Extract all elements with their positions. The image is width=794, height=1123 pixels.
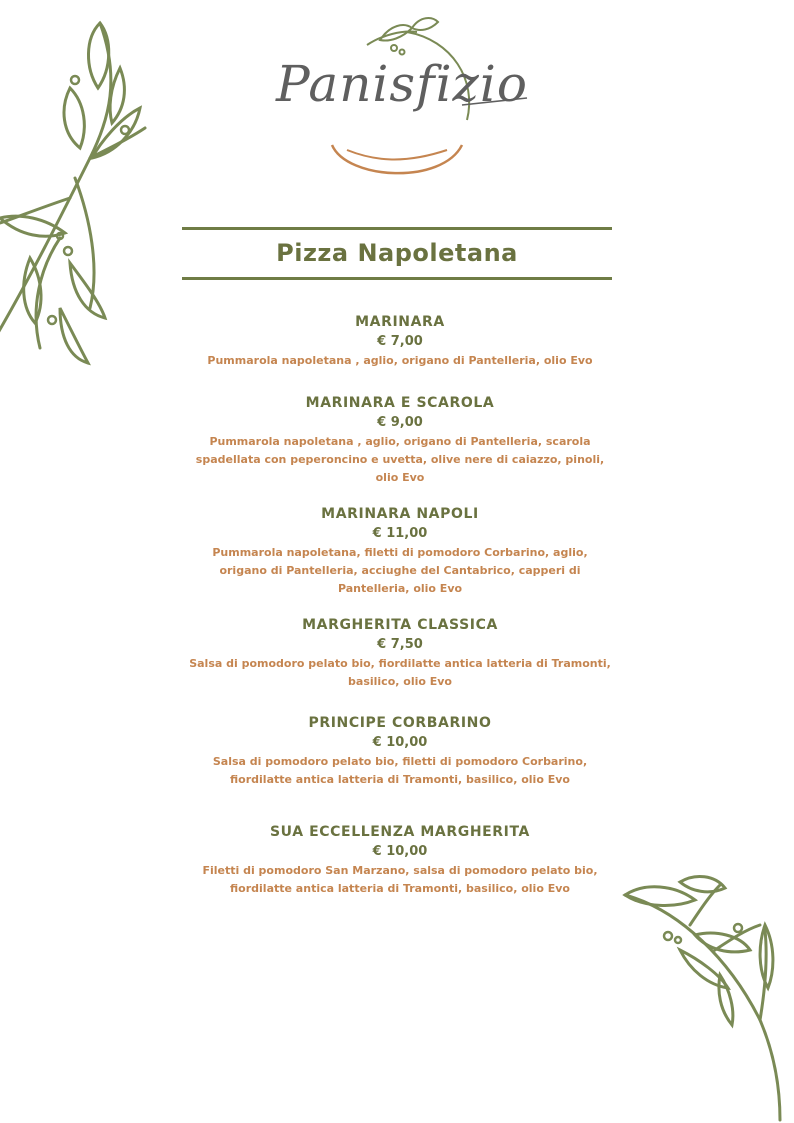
item-description: Pummarola napoletana , aglio, origano di Pantelleria, scarola spadellata con peperoncino e uvetta, olive nere di caiazzo, pinoli, olio Evo bbox=[195, 435, 605, 484]
section-title: Pizza Napoletana bbox=[276, 239, 518, 267]
item-description: Pummarola napoletana , aglio, origano di Pantelleria, olio Evo bbox=[207, 354, 593, 367]
section-rule-bottom bbox=[182, 277, 612, 280]
olive-branch-bottom-right bbox=[620, 870, 794, 1123]
item-price: € 7,50 bbox=[377, 637, 423, 652]
item-description: Pummarola napoletana, filetti di pomodoro Corbarino, aglio, origano di Pantelleria, acciughe del Cantabrico, capperi di Pantelleria, olio Evo bbox=[212, 546, 588, 595]
brand-logo bbox=[262, 10, 537, 190]
menu-item bbox=[180, 822, 620, 898]
item-name: SUA ECCELLENZA MARGHERITA bbox=[270, 824, 530, 840]
item-name: MARGHERITA CLASSICA bbox=[302, 617, 498, 633]
item-price: € 10,00 bbox=[372, 844, 428, 859]
menu-item bbox=[180, 713, 620, 789]
menu-item bbox=[180, 504, 620, 598]
item-description: Filetti di pomodoro San Marzano, salsa di pomodoro pelato bio, fiordilatte antica latteria di Tramonti, basilico, olio Evo bbox=[202, 864, 598, 895]
item-price: € 10,00 bbox=[372, 735, 428, 750]
olive-branch-top-left bbox=[0, 8, 150, 368]
menu-item bbox=[180, 615, 620, 691]
item-price: € 7,00 bbox=[377, 334, 423, 349]
item-price: € 11,00 bbox=[372, 526, 428, 541]
item-description: Salsa di pomodoro pelato bio, filetti di pomodoro Corbarino, fiordilatte antica latteria di Tramonti, basilico, olio Evo bbox=[212, 755, 588, 786]
item-name: MARINARA bbox=[355, 314, 445, 330]
logo-wordmark: Panisfizio bbox=[276, 55, 528, 113]
section-rule-top bbox=[182, 227, 612, 230]
item-name: MARINARA NAPOLI bbox=[321, 506, 479, 522]
item-name: MARINARA E SCAROLA bbox=[305, 395, 495, 411]
menu-item bbox=[180, 393, 620, 487]
item-price: € 9,00 bbox=[377, 415, 423, 430]
item-name: PRINCIPE CORBARINO bbox=[308, 715, 492, 731]
menu-item bbox=[180, 312, 620, 370]
item-description: Salsa di pomodoro pelato bio, fiordilatte antica latteria di Tramonti, basilico, olio Evo bbox=[189, 657, 611, 688]
